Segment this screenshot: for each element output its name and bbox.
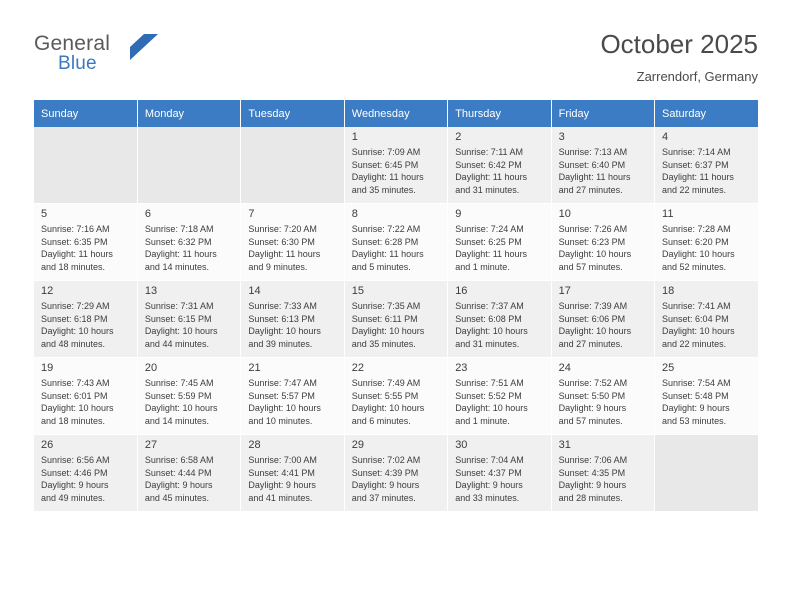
day-detail-daylight1: Daylight: 11 hours xyxy=(455,172,528,183)
day-detail-daylight1: Daylight: 9 hours xyxy=(558,403,627,414)
day-detail-daylight1: Daylight: 11 hours xyxy=(351,172,424,183)
day-detail-sunset: Sunset: 6:15 PM xyxy=(144,313,212,324)
day-detail-sunset: Sunset: 4:35 PM xyxy=(558,467,626,478)
day-detail-daylight2: and 1 minute. xyxy=(455,261,510,272)
day-details xyxy=(655,377,758,427)
day-details xyxy=(138,223,240,273)
day-detail-daylight1: Daylight: 9 hours xyxy=(248,480,316,491)
calendar-day-cell xyxy=(137,281,240,358)
day-detail-daylight2: and 6 minutes. xyxy=(351,415,411,426)
day-detail-sunrise: Sunrise: 7:16 AM xyxy=(41,224,110,234)
day-detail-daylight1: Daylight: 10 hours xyxy=(662,249,735,260)
calendar-day-cell xyxy=(241,435,344,512)
day-detail-daylight2: and 9 minutes. xyxy=(248,261,308,272)
day-number: 23 xyxy=(455,362,468,374)
day-detail-sunrise: Sunrise: 7:51 AM xyxy=(455,378,524,388)
day-detail-daylight2: and 35 minutes. xyxy=(351,184,416,195)
day-number: 5 xyxy=(41,208,48,220)
day-details xyxy=(552,300,654,350)
day-detail-sunrise: Sunrise: 7:20 AM xyxy=(248,224,317,234)
day-detail-sunset: Sunset: 4:46 PM xyxy=(41,467,108,478)
calendar-day-cell xyxy=(551,435,654,512)
day-details xyxy=(655,223,758,273)
day-detail-sunrise: Sunrise: 7:43 AM xyxy=(41,378,110,388)
day-detail-sunrise: Sunrise: 7:31 AM xyxy=(144,301,214,311)
day-number: 6 xyxy=(144,208,152,220)
calendar-body xyxy=(34,127,758,512)
calendar-day-cell xyxy=(655,127,758,204)
day-detail-daylight1: Daylight: 10 hours xyxy=(455,326,528,337)
logo xyxy=(34,32,234,75)
calendar-week-row xyxy=(34,435,758,512)
day-detail-daylight2: and 44 minutes. xyxy=(144,338,209,349)
calendar-day-cell xyxy=(655,204,758,281)
day-number: 12 xyxy=(41,285,54,297)
day-details xyxy=(345,377,447,427)
day-detail-daylight2: and 52 minutes. xyxy=(662,261,727,272)
day-number: 9 xyxy=(455,208,462,220)
calendar-day-cell xyxy=(241,204,344,281)
day-detail-daylight1: Daylight: 11 hours xyxy=(248,249,321,260)
logo-text-general: General xyxy=(34,32,111,55)
day-detail-daylight2: and 28 minutes. xyxy=(558,492,623,503)
day-detail-daylight1: Daylight: 11 hours xyxy=(662,172,734,183)
weekday-header-saturday: Saturday xyxy=(655,100,758,127)
weekday-header-thursday: Thursday xyxy=(448,100,551,127)
day-detail-sunset: Sunset: 6:13 PM xyxy=(248,313,315,324)
day-detail-sunrise: Sunrise: 7:37 AM xyxy=(455,301,524,311)
calendar-day-cell xyxy=(344,281,447,358)
day-details xyxy=(34,300,137,350)
day-detail-sunset: Sunset: 5:48 PM xyxy=(662,390,729,401)
day-number: 2 xyxy=(455,131,462,143)
day-number: 22 xyxy=(351,362,365,374)
day-detail-sunrise: Sunrise: 7:22 AM xyxy=(351,224,421,234)
day-detail-sunrise: Sunrise: 7:41 AM xyxy=(662,301,731,311)
day-detail-sunrise: Sunrise: 7:52 AM xyxy=(558,378,628,388)
day-detail-sunset: Sunset: 6:18 PM xyxy=(41,313,108,324)
day-detail-daylight2: and 53 minutes. xyxy=(662,415,727,426)
day-detail-sunset: Sunset: 5:52 PM xyxy=(455,390,522,401)
day-detail-sunset: Sunset: 6:06 PM xyxy=(558,313,626,324)
day-detail-sunset: Sunset: 6:35 PM xyxy=(41,236,108,247)
day-number: 26 xyxy=(41,439,54,451)
day-details xyxy=(552,146,654,196)
page-header xyxy=(34,28,758,100)
day-number: 28 xyxy=(248,439,261,451)
weekday-header-friday: Friday xyxy=(551,100,654,127)
calendar-day-cell xyxy=(137,358,240,435)
day-detail-sunset: Sunset: 5:50 PM xyxy=(558,390,626,401)
day-detail-daylight1: Daylight: 9 hours xyxy=(41,480,109,491)
title-block xyxy=(600,28,758,85)
day-detail-sunrise: Sunrise: 7:49 AM xyxy=(351,378,421,388)
weekday-header-row xyxy=(34,100,758,127)
day-detail-daylight2: and 14 minutes. xyxy=(144,415,209,426)
day-detail-daylight2: and 57 minutes. xyxy=(558,261,623,272)
day-detail-daylight1: Daylight: 11 hours xyxy=(41,249,113,260)
weekday-header-wednesday: Wednesday xyxy=(344,100,447,127)
day-detail-daylight1: Daylight: 10 hours xyxy=(248,403,321,414)
day-number: 1 xyxy=(351,131,358,143)
logo-flag-inner-icon xyxy=(130,34,144,47)
calendar-cell-empty xyxy=(34,127,137,204)
day-detail-sunrise: Sunrise: 7:26 AM xyxy=(558,224,628,234)
calendar-day-cell xyxy=(551,204,654,281)
day-number: 21 xyxy=(248,362,261,374)
calendar-day-cell xyxy=(137,204,240,281)
day-detail-daylight1: Daylight: 10 hours xyxy=(455,403,528,414)
day-number: 25 xyxy=(662,362,675,374)
day-number: 4 xyxy=(662,131,669,143)
day-detail-sunset: Sunset: 6:23 PM xyxy=(558,236,626,247)
day-detail-daylight1: Daylight: 9 hours xyxy=(558,480,627,491)
day-details xyxy=(448,300,550,350)
calendar-day-cell xyxy=(344,204,447,281)
day-detail-daylight2: and 31 minutes. xyxy=(455,184,520,195)
day-details xyxy=(138,454,240,504)
day-detail-daylight1: Daylight: 10 hours xyxy=(144,403,218,414)
calendar-day-cell xyxy=(448,281,551,358)
page-subtitle-location: Zarrendorf, Germany xyxy=(636,69,758,84)
day-details xyxy=(138,377,240,427)
day-detail-daylight2: and 49 minutes. xyxy=(41,492,106,503)
calendar-cell-empty xyxy=(137,127,240,204)
calendar-day-cell xyxy=(241,358,344,435)
day-details xyxy=(448,377,550,427)
day-detail-sunrise: Sunrise: 7:02 AM xyxy=(351,455,421,465)
day-detail-sunset: Sunset: 6:28 PM xyxy=(351,236,419,247)
day-number: 14 xyxy=(248,285,261,297)
calendar-day-cell xyxy=(448,358,551,435)
day-detail-sunset: Sunset: 5:55 PM xyxy=(351,390,419,401)
day-details xyxy=(241,300,343,350)
day-detail-daylight2: and 41 minutes. xyxy=(248,492,313,503)
day-details xyxy=(345,300,447,350)
calendar-day-cell xyxy=(551,127,654,204)
day-detail-sunset: Sunset: 6:30 PM xyxy=(248,236,315,247)
day-number: 31 xyxy=(558,439,571,451)
page-title: October 2025 xyxy=(600,29,758,59)
day-number: 7 xyxy=(248,208,255,220)
day-detail-sunrise: Sunrise: 6:56 AM xyxy=(41,455,110,465)
weekday-header-sunday: Sunday xyxy=(34,100,137,127)
day-detail-sunrise: Sunrise: 7:39 AM xyxy=(558,301,628,311)
day-detail-daylight1: Daylight: 10 hours xyxy=(41,326,114,337)
day-detail-daylight2: and 5 minutes. xyxy=(351,261,411,272)
day-detail-daylight2: and 37 minutes. xyxy=(351,492,416,503)
day-detail-sunrise: Sunrise: 7:04 AM xyxy=(455,455,524,465)
day-detail-daylight2: and 14 minutes. xyxy=(144,261,209,272)
calendar-day-cell xyxy=(344,127,447,204)
day-detail-sunset: Sunset: 6:45 PM xyxy=(351,159,419,170)
calendar-day-cell xyxy=(34,281,137,358)
day-detail-daylight1: Daylight: 10 hours xyxy=(351,403,425,414)
day-details xyxy=(138,300,240,350)
day-detail-sunrise: Sunrise: 7:47 AM xyxy=(248,378,317,388)
calendar-day-cell xyxy=(448,204,551,281)
day-detail-sunset: Sunset: 6:40 PM xyxy=(558,159,626,170)
day-detail-sunrise: Sunrise: 7:28 AM xyxy=(662,224,731,234)
day-detail-daylight2: and 22 minutes. xyxy=(662,338,727,349)
day-detail-daylight1: Daylight: 9 hours xyxy=(662,403,730,414)
day-detail-sunrise: Sunrise: 7:18 AM xyxy=(144,224,214,234)
day-details xyxy=(34,454,137,504)
day-detail-daylight1: Daylight: 10 hours xyxy=(41,403,114,414)
day-detail-sunset: Sunset: 4:41 PM xyxy=(248,467,315,478)
calendar-cell-empty xyxy=(655,435,758,512)
day-detail-sunset: Sunset: 6:11 PM xyxy=(351,313,418,324)
day-number: 8 xyxy=(351,208,358,220)
day-details xyxy=(241,223,343,273)
day-detail-sunset: Sunset: 6:04 PM xyxy=(662,313,729,324)
day-detail-daylight2: and 10 minutes. xyxy=(248,415,313,426)
day-detail-daylight1: Daylight: 11 hours xyxy=(455,249,528,260)
day-number: 19 xyxy=(41,362,54,374)
calendar-day-cell xyxy=(344,358,447,435)
day-detail-sunrise: Sunrise: 7:35 AM xyxy=(351,301,421,311)
day-detail-sunrise: Sunrise: 7:54 AM xyxy=(662,378,731,388)
day-number: 20 xyxy=(144,362,158,374)
calendar-day-cell xyxy=(34,204,137,281)
day-details xyxy=(448,454,550,504)
day-detail-daylight2: and 18 minutes. xyxy=(41,415,106,426)
day-detail-daylight1: Daylight: 9 hours xyxy=(455,480,523,491)
day-detail-sunrise: Sunrise: 6:58 AM xyxy=(144,455,214,465)
day-detail-sunset: Sunset: 6:32 PM xyxy=(144,236,212,247)
day-detail-daylight1: Daylight: 9 hours xyxy=(144,480,213,491)
day-detail-daylight1: Daylight: 10 hours xyxy=(351,326,425,337)
day-details xyxy=(241,377,343,427)
day-detail-sunrise: Sunrise: 7:14 AM xyxy=(662,147,731,157)
day-detail-daylight1: Daylight: 11 hours xyxy=(144,249,217,260)
day-details xyxy=(448,146,550,196)
day-detail-sunrise: Sunrise: 7:33 AM xyxy=(248,301,317,311)
calendar-day-cell xyxy=(448,435,551,512)
day-detail-sunset: Sunset: 5:59 PM xyxy=(144,390,212,401)
day-details xyxy=(34,377,137,427)
day-detail-daylight2: and 31 minutes. xyxy=(455,338,520,349)
day-details xyxy=(655,146,758,196)
day-detail-daylight1: Daylight: 9 hours xyxy=(351,480,420,491)
day-detail-daylight2: and 27 minutes. xyxy=(558,338,623,349)
day-number: 24 xyxy=(558,362,571,374)
day-detail-daylight1: Daylight: 11 hours xyxy=(558,172,631,183)
day-detail-daylight1: Daylight: 10 hours xyxy=(144,326,218,337)
calendar-table xyxy=(34,100,758,512)
day-detail-daylight2: and 57 minutes. xyxy=(558,415,623,426)
day-detail-sunrise: Sunrise: 7:06 AM xyxy=(558,455,628,465)
day-detail-daylight2: and 33 minutes. xyxy=(455,492,520,503)
day-detail-sunrise: Sunrise: 7:00 AM xyxy=(248,455,317,465)
day-detail-daylight1: Daylight: 11 hours xyxy=(351,249,424,260)
day-detail-sunrise: Sunrise: 7:45 AM xyxy=(144,378,214,388)
day-number: 29 xyxy=(351,439,365,451)
day-detail-daylight2: and 48 minutes. xyxy=(41,338,106,349)
day-detail-daylight2: and 18 minutes. xyxy=(41,261,106,272)
day-detail-sunset: Sunset: 6:37 PM xyxy=(662,159,729,170)
calendar-day-cell xyxy=(137,435,240,512)
calendar-day-cell xyxy=(448,127,551,204)
day-detail-sunrise: Sunrise: 7:13 AM xyxy=(558,147,628,157)
day-details xyxy=(345,223,447,273)
day-detail-sunset: Sunset: 4:39 PM xyxy=(351,467,419,478)
calendar-day-cell xyxy=(655,358,758,435)
day-details xyxy=(34,223,137,273)
day-number: 13 xyxy=(144,285,158,297)
day-detail-daylight1: Daylight: 10 hours xyxy=(558,249,632,260)
calendar-day-cell xyxy=(655,281,758,358)
day-detail-sunset: Sunset: 6:08 PM xyxy=(455,313,522,324)
day-detail-sunrise: Sunrise: 7:29 AM xyxy=(41,301,110,311)
weekday-header-tuesday: Tuesday xyxy=(241,100,344,127)
calendar-week-row xyxy=(34,127,758,204)
day-details xyxy=(345,454,447,504)
day-detail-daylight1: Daylight: 10 hours xyxy=(248,326,321,337)
day-detail-daylight2: and 27 minutes. xyxy=(558,184,623,195)
day-detail-daylight2: and 1 minute. xyxy=(455,415,510,426)
day-details xyxy=(448,223,550,273)
day-number: 15 xyxy=(351,285,365,297)
day-detail-daylight2: and 22 minutes. xyxy=(662,184,727,195)
day-detail-daylight2: and 45 minutes. xyxy=(144,492,209,503)
calendar-week-row xyxy=(34,358,758,435)
calendar-week-row xyxy=(34,281,758,358)
day-number: 18 xyxy=(662,285,675,297)
day-detail-sunset: Sunset: 4:37 PM xyxy=(455,467,522,478)
day-details xyxy=(345,146,447,196)
day-detail-daylight2: and 35 minutes. xyxy=(351,338,416,349)
calendar-day-cell xyxy=(241,281,344,358)
day-detail-sunset: Sunset: 6:42 PM xyxy=(455,159,522,170)
calendar-day-cell xyxy=(34,435,137,512)
day-detail-sunset: Sunset: 6:01 PM xyxy=(41,390,108,401)
day-detail-sunrise: Sunrise: 7:24 AM xyxy=(455,224,524,234)
day-details xyxy=(655,300,758,350)
calendar-day-cell xyxy=(551,358,654,435)
calendar-cell-empty xyxy=(241,127,344,204)
day-number: 30 xyxy=(455,439,468,451)
logo-text-blue: Blue xyxy=(58,53,97,74)
day-number: 17 xyxy=(558,285,571,297)
day-details xyxy=(552,223,654,273)
day-detail-daylight1: Daylight: 10 hours xyxy=(558,326,632,337)
calendar-week-row xyxy=(34,204,758,281)
day-detail-daylight1: Daylight: 10 hours xyxy=(662,326,735,337)
day-detail-daylight2: and 39 minutes. xyxy=(248,338,313,349)
day-detail-sunrise: Sunrise: 7:09 AM xyxy=(351,147,421,157)
day-number: 16 xyxy=(455,285,468,297)
calendar-day-cell xyxy=(34,358,137,435)
calendar-day-cell xyxy=(344,435,447,512)
day-number: 3 xyxy=(558,131,565,143)
day-details xyxy=(241,454,343,504)
day-detail-sunset: Sunset: 6:20 PM xyxy=(662,236,729,247)
day-detail-sunrise: Sunrise: 7:11 AM xyxy=(455,147,524,157)
day-number: 27 xyxy=(144,439,158,451)
day-detail-sunset: Sunset: 6:25 PM xyxy=(455,236,522,247)
day-detail-sunset: Sunset: 5:57 PM xyxy=(248,390,315,401)
day-details xyxy=(552,454,654,504)
day-details xyxy=(552,377,654,427)
day-number: 10 xyxy=(558,208,571,220)
day-detail-sunset: Sunset: 4:44 PM xyxy=(144,467,212,478)
calendar-day-cell xyxy=(551,281,654,358)
day-number: 11 xyxy=(662,208,674,220)
weekday-header-monday: Monday xyxy=(137,100,240,127)
